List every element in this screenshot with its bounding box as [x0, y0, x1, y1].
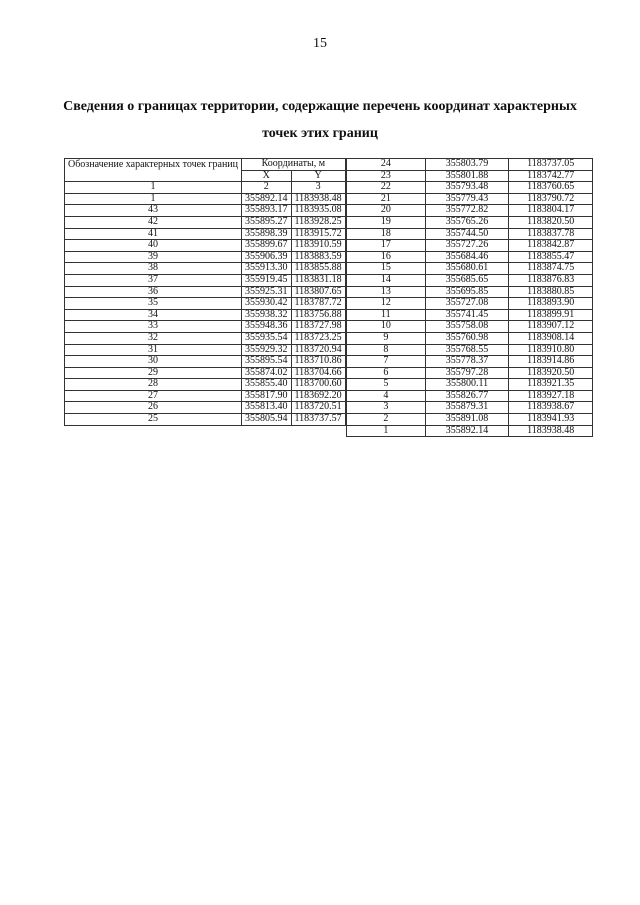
y-coordinate-cell: 1183700.60 [291, 379, 345, 391]
y-coordinate-cell: 1183876.83 [509, 274, 593, 286]
table-row [65, 193, 346, 205]
x-coordinate-cell: 355938.32 [242, 309, 292, 321]
x-coordinate-cell: 355685.65 [425, 274, 509, 286]
y-coordinate-cell: 1183855.88 [291, 263, 345, 275]
point-id-cell: 24 [347, 159, 426, 171]
y-coordinate-cell: 1183935.08 [291, 205, 345, 217]
point-id-cell: 19 [347, 216, 426, 228]
y-coordinate-cell: 1183742.77 [509, 170, 593, 182]
point-id-cell: 33 [65, 321, 242, 333]
x-coordinate-cell: 355948.36 [242, 321, 292, 333]
y-coordinate-cell: 1183920.50 [509, 367, 593, 379]
y-coordinate-cell: 1183874.75 [509, 263, 593, 275]
y-coordinate-cell: 1183804.17 [509, 205, 593, 217]
title-line-2: точек этих границ [262, 126, 378, 141]
x-coordinate-cell: 355805.94 [242, 414, 292, 426]
y-coordinate-cell: 1183842.87 [509, 240, 593, 252]
title-line-1: Сведения о границах территории, содержащие перечень координат характерных [63, 99, 577, 114]
x-coordinate-cell: 355893.17 [242, 205, 292, 217]
x-coordinate-cell: 355895.27 [242, 216, 292, 228]
point-id-cell: 36 [65, 286, 242, 298]
table-row [65, 414, 346, 426]
table-row [65, 286, 346, 298]
point-id-cell: 1 [65, 193, 242, 205]
table-row [347, 332, 593, 344]
table-row [347, 298, 593, 310]
y-coordinate-cell: 1183938.67 [509, 402, 593, 414]
table-row [347, 414, 593, 426]
coordinates-table-left [64, 158, 346, 426]
x-coordinate-cell: 355895.54 [242, 356, 292, 368]
table-row [347, 367, 593, 379]
point-id-cell: 43 [65, 205, 242, 217]
x-coordinate-cell: 355779.43 [425, 193, 509, 205]
point-id-cell: 17 [347, 240, 426, 252]
x-coordinate-cell: 355727.08 [425, 298, 509, 310]
point-id-cell: 37 [65, 274, 242, 286]
point-id-cell: 3 [347, 402, 426, 414]
table-row [65, 390, 346, 402]
y-coordinate-cell: 1183914.86 [509, 356, 593, 368]
y-coordinate-cell: 1183938.48 [291, 193, 345, 205]
table-row [347, 263, 593, 275]
y-coordinate-cell: 1183893.90 [509, 298, 593, 310]
point-id-cell: 18 [347, 228, 426, 240]
header-y: Y [291, 170, 345, 182]
point-id-cell: 2 [347, 414, 426, 426]
y-coordinate-cell: 1183908.14 [509, 332, 593, 344]
table-row [347, 251, 593, 263]
y-coordinate-cell: 1183941.93 [509, 414, 593, 426]
y-coordinate-cell: 1183723.25 [291, 332, 345, 344]
y-coordinate-cell: 1183899.91 [509, 309, 593, 321]
point-id-cell: 28 [65, 379, 242, 391]
y-coordinate-cell: 1183727.98 [291, 321, 345, 333]
x-coordinate-cell: 355826.77 [425, 390, 509, 402]
table-row [65, 263, 346, 275]
point-id-cell: 12 [347, 298, 426, 310]
table-row [347, 425, 593, 437]
y-coordinate-cell: 1183807.65 [291, 286, 345, 298]
table-row [65, 240, 346, 252]
x-coordinate-cell: 355892.14 [425, 425, 509, 437]
x-coordinate-cell: 355906.39 [242, 251, 292, 263]
table-row [347, 228, 593, 240]
y-coordinate-cell: 1183760.65 [509, 182, 593, 194]
point-id-cell: 32 [65, 332, 242, 344]
point-id-cell: 30 [65, 356, 242, 368]
y-coordinate-cell: 1183938.48 [509, 425, 593, 437]
page-number: 15 [313, 36, 327, 51]
y-coordinate-cell: 1183928.25 [291, 216, 345, 228]
x-coordinate-cell: 355778.37 [425, 356, 509, 368]
table-row [65, 321, 346, 333]
x-coordinate-cell: 355727.26 [425, 240, 509, 252]
y-coordinate-cell: 1183921.35 [509, 379, 593, 391]
table-row [347, 216, 593, 228]
point-id-cell: 34 [65, 309, 242, 321]
table-row [347, 205, 593, 217]
point-id-cell: 23 [347, 170, 426, 182]
y-coordinate-cell: 1183927.18 [509, 390, 593, 402]
y-coordinate-cell: 1183910.80 [509, 344, 593, 356]
x-coordinate-cell: 355935.54 [242, 332, 292, 344]
point-id-cell: 20 [347, 205, 426, 217]
point-id-cell: 9 [347, 332, 426, 344]
y-coordinate-cell: 1183737.05 [509, 159, 593, 171]
point-id-cell: 42 [65, 216, 242, 228]
x-coordinate-cell: 355797.28 [425, 367, 509, 379]
y-coordinate-cell: 1183855.47 [509, 251, 593, 263]
point-id-cell: 6 [347, 367, 426, 379]
x-coordinate-cell: 355930.42 [242, 298, 292, 310]
x-coordinate-cell: 355855.40 [242, 379, 292, 391]
x-coordinate-cell: 355919.45 [242, 274, 292, 286]
y-coordinate-cell: 1183820.50 [509, 216, 593, 228]
table-row [65, 379, 346, 391]
point-id-cell: 8 [347, 344, 426, 356]
table-row [347, 390, 593, 402]
x-coordinate-cell: 355925.31 [242, 286, 292, 298]
header-number-1: 1 [65, 182, 242, 194]
y-coordinate-cell: 1183883.59 [291, 251, 345, 263]
y-coordinate-cell: 1183831.18 [291, 274, 345, 286]
table-row [347, 356, 593, 368]
point-id-cell: 5 [347, 379, 426, 391]
table-row [65, 228, 346, 240]
y-coordinate-cell: 1183907.12 [509, 321, 593, 333]
table-row [347, 193, 593, 205]
point-id-cell: 16 [347, 251, 426, 263]
table-row [65, 251, 346, 263]
table-row [347, 321, 593, 333]
header-coordinates: Координаты, м [242, 159, 346, 171]
point-id-cell: 15 [347, 263, 426, 275]
x-coordinate-cell: 355929.32 [242, 344, 292, 356]
y-coordinate-cell: 1183910.59 [291, 240, 345, 252]
x-coordinate-cell: 355793.48 [425, 182, 509, 194]
x-coordinate-cell: 355898.39 [242, 228, 292, 240]
point-id-cell: 40 [65, 240, 242, 252]
x-coordinate-cell: 355803.79 [425, 159, 509, 171]
table-row [347, 240, 593, 252]
table-row [65, 216, 346, 228]
header-point-label: Обозначение характерных точек границ [65, 159, 242, 182]
table-row [347, 402, 593, 414]
point-id-cell: 27 [65, 390, 242, 402]
table-row [65, 309, 346, 321]
x-coordinate-cell: 355899.67 [242, 240, 292, 252]
x-coordinate-cell: 355891.08 [425, 414, 509, 426]
point-id-cell: 10 [347, 321, 426, 333]
point-id-cell: 21 [347, 193, 426, 205]
y-coordinate-cell: 1183756.88 [291, 309, 345, 321]
header-number-2: 2 [242, 182, 292, 194]
table-row [65, 367, 346, 379]
table-row [347, 379, 593, 391]
y-coordinate-cell: 1183720.51 [291, 402, 345, 414]
table-row [65, 274, 346, 286]
y-coordinate-cell: 1183837.78 [509, 228, 593, 240]
table-row [65, 356, 346, 368]
table-row [65, 344, 346, 356]
y-coordinate-cell: 1183704.66 [291, 367, 345, 379]
x-coordinate-cell: 355695.85 [425, 286, 509, 298]
point-id-cell: 14 [347, 274, 426, 286]
header-x: X [242, 170, 292, 182]
x-coordinate-cell: 355801.88 [425, 170, 509, 182]
point-id-cell: 22 [347, 182, 426, 194]
x-coordinate-cell: 355800.11 [425, 379, 509, 391]
point-id-cell: 26 [65, 402, 242, 414]
y-coordinate-cell: 1183692.20 [291, 390, 345, 402]
header-number-3: 3 [291, 182, 345, 194]
x-coordinate-cell: 355913.30 [242, 263, 292, 275]
x-coordinate-cell: 355680.61 [425, 263, 509, 275]
point-id-cell: 35 [65, 298, 242, 310]
point-id-cell: 7 [347, 356, 426, 368]
y-coordinate-cell: 1183790.72 [509, 193, 593, 205]
x-coordinate-cell: 355744.50 [425, 228, 509, 240]
table-row [347, 274, 593, 286]
table-row [65, 402, 346, 414]
x-coordinate-cell: 355813.40 [242, 402, 292, 414]
document-title [40, 93, 600, 147]
y-coordinate-cell: 1183880.85 [509, 286, 593, 298]
table-row [347, 344, 593, 356]
point-id-cell: 13 [347, 286, 426, 298]
y-coordinate-cell: 1183720.94 [291, 344, 345, 356]
point-id-cell: 4 [347, 390, 426, 402]
table-row [65, 332, 346, 344]
x-coordinate-cell: 355768.55 [425, 344, 509, 356]
point-id-cell: 31 [65, 344, 242, 356]
x-coordinate-cell: 355772.82 [425, 205, 509, 217]
x-coordinate-cell: 355741.45 [425, 309, 509, 321]
table-row [65, 298, 346, 310]
coordinates-table-right [346, 158, 593, 437]
point-id-cell: 11 [347, 309, 426, 321]
table-row [347, 159, 593, 171]
x-coordinate-cell: 355684.46 [425, 251, 509, 263]
x-coordinate-cell: 355879.31 [425, 402, 509, 414]
table-row [65, 205, 346, 217]
y-coordinate-cell: 1183737.57 [291, 414, 345, 426]
x-coordinate-cell: 355758.08 [425, 321, 509, 333]
point-id-cell: 41 [65, 228, 242, 240]
point-id-cell: 25 [65, 414, 242, 426]
table-row [347, 309, 593, 321]
x-coordinate-cell: 355892.14 [242, 193, 292, 205]
table-row [347, 170, 593, 182]
x-coordinate-cell: 355760.98 [425, 332, 509, 344]
y-coordinate-cell: 1183787.72 [291, 298, 345, 310]
y-coordinate-cell: 1183710.86 [291, 356, 345, 368]
point-id-cell: 39 [65, 251, 242, 263]
y-coordinate-cell: 1183915.72 [291, 228, 345, 240]
table-row [347, 286, 593, 298]
x-coordinate-cell: 355817.90 [242, 390, 292, 402]
header-number-row [65, 182, 346, 194]
point-id-cell: 1 [347, 425, 426, 437]
point-id-cell: 29 [65, 367, 242, 379]
table-row [347, 182, 593, 194]
x-coordinate-cell: 355765.26 [425, 216, 509, 228]
point-id-cell: 38 [65, 263, 242, 275]
header-row [65, 159, 346, 171]
x-coordinate-cell: 355874.02 [242, 367, 292, 379]
